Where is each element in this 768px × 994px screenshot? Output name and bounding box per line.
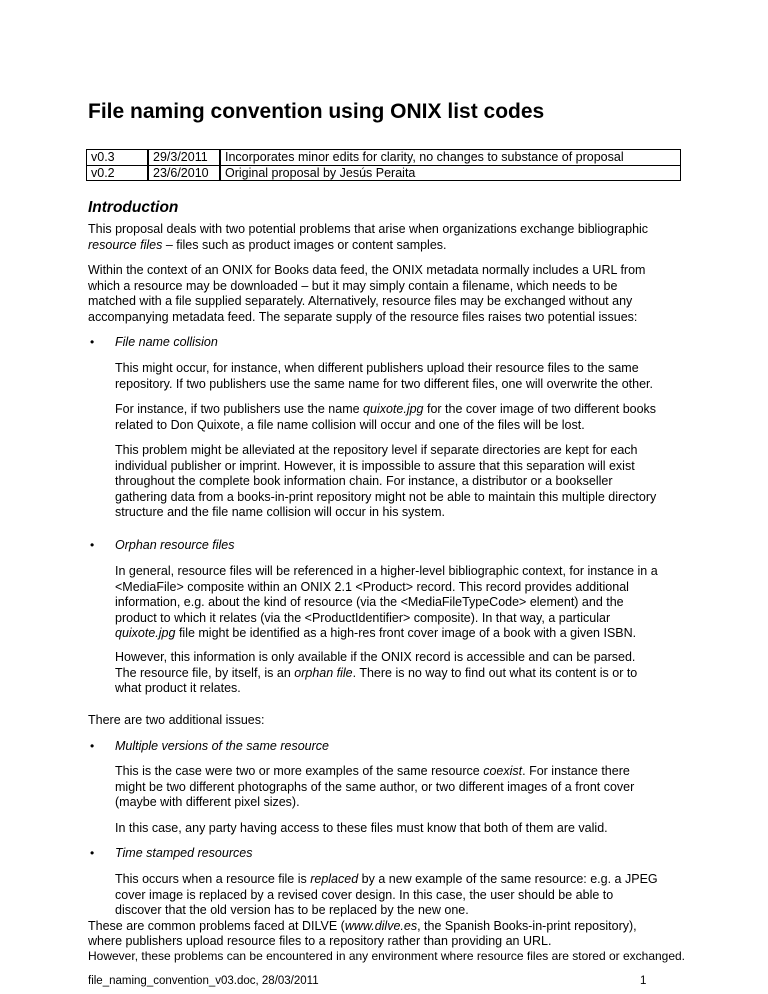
bullet-paragraph: In this case, any party having access to these files must know that both of them are valid.: [115, 821, 608, 835]
text-line: repository. If two publishers use the same name for two different files, one will overwrite the other.: [115, 376, 653, 391]
text-line: throughout the complete book information chain. For instance, a distributor or a bookseller: [115, 474, 613, 488]
emphasis: quixote.jpg: [115, 626, 176, 640]
intro-paragraph-1: [88, 222, 648, 253]
text-line: accompanying metadata feed. The separate supply of the resource files raises two potential issues:: [88, 309, 638, 324]
emphasis: resource files: [88, 237, 163, 252]
text-line: product to which it relates (via the <ProductIdentifier> composite). In that way, a particular: [115, 610, 611, 625]
bullet-icon: •: [90, 538, 95, 552]
text-line: [115, 666, 637, 682]
emphasis: Orphan resource files: [115, 538, 235, 552]
date-cell: 29/3/2011: [148, 150, 220, 166]
version-cell: v0.2: [87, 165, 149, 181]
emphasis: Time stamped resources: [115, 846, 253, 860]
text-line: [115, 402, 656, 418]
table-row: [87, 150, 681, 166]
text-line: which a resource may be downloaded – but it may simply contain a filename, which needs to be: [88, 278, 618, 293]
text-line: individual publisher or imprint. However, it is impossible to assure that this separation will exist: [115, 458, 635, 473]
text-span: – files such as product images or content samples.: [162, 237, 447, 252]
text-span: These are common problems faced at DILVE (: [88, 919, 345, 933]
emphasis: Multiple versions of the same resource: [115, 739, 329, 753]
text-line: discover that the old version has to be replaced by the new one.: [115, 903, 469, 917]
bullet-paragraph: [115, 872, 658, 919]
emphasis: quixote.jpg: [363, 402, 424, 416]
text-line: (maybe with different pixel sizes).: [115, 795, 300, 809]
text-span: For instance, if two publishers use the name: [115, 402, 364, 416]
text-line: [88, 919, 637, 935]
bullet-icon: •: [90, 335, 95, 349]
note-cell: Incorporates minor edits for clarity, no changes to substance of proposal: [220, 150, 681, 166]
text-line: cover image is replaced by a revised cover design. In this case, the user should be able to: [115, 887, 614, 902]
page-number: 1: [640, 975, 647, 987]
text-span: However, these problems can be encountered in any environment where resource files are stored or: [88, 949, 620, 963]
paragraph: There are two additional issues:: [88, 713, 265, 727]
text-line: related to Don Quixote, a file name collision will occur and one of the files will be lost.: [115, 417, 585, 432]
intro-paragraph-2: [88, 263, 645, 325]
document-title: File naming convention using ONIX list codes: [88, 100, 545, 123]
text-line: [88, 950, 685, 963]
closing-remaining-visible: [88, 934, 551, 950]
text-line: [88, 238, 648, 254]
exchange-paragraph: [88, 950, 685, 963]
text-line: <MediaFile> composite within an ONIX 2.1 <Product> record. This record provides additional: [115, 579, 629, 594]
text-span: exchanged.: [622, 949, 686, 963]
page-footer: file_naming_convention_v03.doc, 28/03/2011: [88, 975, 319, 987]
text-line: This proposal deals with two potential problems that arise when organizations exchange bibliographic: [88, 222, 649, 236]
text-line: information, e.g. about the kind of resource (via the <MediaFileTypeCode> element) and the: [115, 595, 624, 609]
date-cell: 23/6/2010: [148, 165, 220, 181]
text-span: . For instance there: [522, 764, 630, 778]
bullet-title: [115, 335, 218, 351]
text-span: for the cover image of two different books: [423, 402, 657, 416]
bullet-paragraph: [115, 361, 653, 392]
text-line: [115, 626, 658, 642]
text-line: This might occur, for instance, when different publishers upload their resource files to the same: [115, 361, 639, 375]
text-line: However, this information is only available if the ONIX record is accessible and can be parsed.: [115, 650, 636, 664]
text-span: The resource file, by itself, is an: [115, 665, 295, 680]
version-history-table: [86, 149, 681, 181]
text-span: . There is no way to find out what its content is or to: [352, 665, 638, 680]
bullet-paragraph: [115, 564, 658, 642]
text-span: This occurs when a resource file is: [115, 872, 311, 886]
emphasis: orphan file: [294, 665, 353, 680]
bullet-paragraph: [115, 443, 656, 521]
text-line: In general, resource files will be referenced in a higher-level bibliographic context, for instance in a: [115, 564, 658, 578]
bullet-paragraph: [115, 650, 637, 697]
emphasis: File name collision: [115, 335, 218, 349]
text-span: This is the case were two or more examples of the same resource: [115, 764, 484, 778]
bullet-icon: •: [90, 846, 95, 860]
text-line: gathering data from a books-in-print repository might not be able to maintain this multiple directory: [115, 489, 657, 504]
bullet-title: [115, 846, 252, 862]
emphasis: coexist: [483, 764, 523, 778]
text-line: Within the context of an ONIX for Books data feed, the ONIX metadata normally includes a URL from: [88, 263, 646, 277]
note-cell: Original proposal by Jesús Peraita: [220, 165, 681, 181]
text-span: by a new example of the same resource: e.g. a JPEG: [358, 872, 658, 886]
bullet-icon: •: [90, 739, 95, 753]
text-line: [115, 872, 658, 888]
bullet-title: [115, 538, 235, 554]
text-line: [115, 764, 634, 780]
bullet-title: [115, 739, 329, 755]
text-span: file might be identified as a high-res front cover image of a book with a given ISBN.: [175, 626, 637, 640]
text-line: might be two different photographs of the same author, or two different images of a front cover: [115, 779, 635, 794]
emphasis: replaced: [310, 872, 359, 886]
text-span: , the Spanish Books-in-print repository),: [417, 919, 637, 933]
version-cell: v0.3: [87, 150, 149, 166]
text-line: matched with a file supplied separately. Alternatively, resource files may be exchanged without any: [88, 294, 633, 308]
emphasis: www.dilve.es: [344, 919, 418, 933]
table-row: [87, 165, 681, 181]
text-line: structure and the file name collision will occur in his system.: [115, 505, 445, 519]
text-line: where publishers upload resource files to a repository rather than providing an URL.: [88, 934, 552, 948]
bullet-paragraph: [115, 402, 656, 433]
text-line: what product it relates.: [115, 681, 241, 695]
bullet-paragraph: [115, 764, 634, 811]
text-line: This problem might be alleviated at the repository level if separate directories are kept for each: [115, 443, 638, 457]
introduction-heading: Introduction: [88, 199, 179, 216]
